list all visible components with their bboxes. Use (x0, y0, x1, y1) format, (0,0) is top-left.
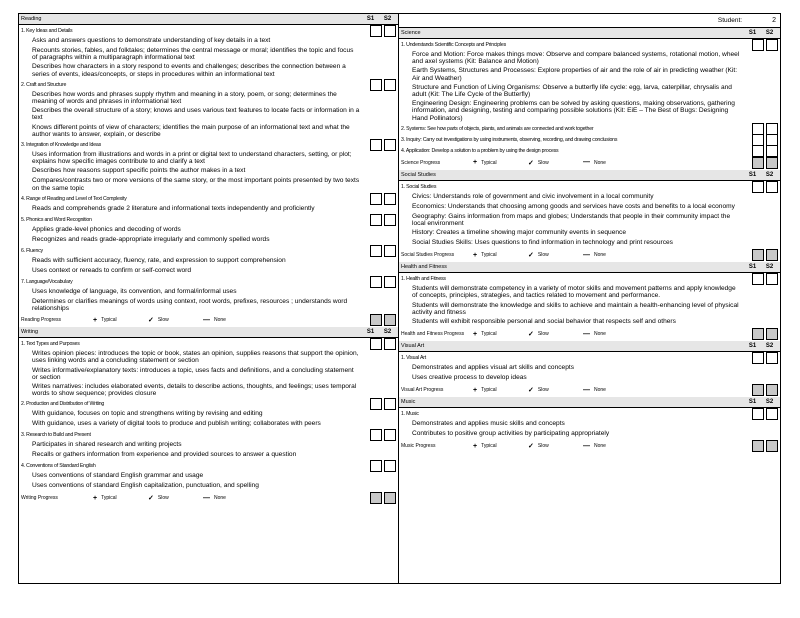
legend-text: Typical (481, 331, 497, 338)
legend-text: Typical (101, 317, 117, 324)
grade-box-s1[interactable] (752, 157, 764, 169)
standard-text: Uses conventions of standard English grammar and usage (32, 472, 204, 480)
section-title: Visual Art (401, 343, 425, 350)
standard-text: Uses knowledge of language, its convention, and formal/informal uses (32, 287, 237, 295)
legend-symbol: + (473, 442, 478, 450)
standard-item (19, 204, 398, 214)
section-header (19, 14, 398, 25)
standard-item (399, 301, 780, 317)
legend-key (583, 252, 638, 259)
col-s2-label: S2 (383, 16, 392, 22)
standard-text: Earth Systems, Structures and Processes: Explore properties of air and the role of air in predicting weather (Kit: Air and Weather) (412, 67, 738, 82)
group-heading: 1. Music (401, 411, 419, 418)
legend-text: None (594, 331, 606, 338)
legend-symbol: — (583, 330, 590, 338)
legend-symbol: — (583, 442, 590, 450)
legend-key (148, 316, 203, 324)
standard-text: Uses context or rereads to confirm or self-correct word (32, 266, 192, 274)
legend-key (583, 159, 638, 166)
grade-box-s2[interactable] (766, 440, 778, 452)
standard-item (399, 202, 780, 212)
standard-item (399, 419, 780, 429)
grade-box-s1[interactable] (752, 440, 764, 452)
standard-item (19, 225, 398, 235)
legend-key (148, 494, 203, 502)
progress-label: Writing Progress (21, 495, 58, 502)
progress-row (399, 248, 780, 262)
legend-symbol: ✓ (148, 495, 154, 503)
standard-text: Force and Motion: Force makes things move: Observe and compare balanced systems, rotational motion, wheel and axel systems (Kit: Balance and Motion) (412, 51, 740, 66)
legend-text: Slow (157, 495, 169, 502)
progress-label: Science Progress (401, 159, 441, 166)
group-heading: 6. Fluency (21, 247, 43, 254)
standard-text: Economics: Understands that choosing among goods and services have costs and benefits to a local economy (412, 202, 735, 210)
legend-text: None (594, 159, 606, 166)
standard-text: Reads with sufficient accuracy, fluency, rate, and expression to support comprehension (32, 256, 286, 264)
col-s2-label: S2 (765, 171, 774, 178)
standard-text: Uses conventions of standard English capitalization, punctuation, and spelling (32, 482, 259, 490)
legend-key (528, 330, 583, 338)
col-s2-label: S2 (765, 30, 774, 36)
reading-section (19, 14, 398, 327)
legend-key (93, 495, 148, 502)
grade-boxes (370, 314, 396, 326)
col-s2-label: S2 (383, 329, 392, 336)
standard-text: Geography: Gains information from maps and globes; Understands that people in their community impact the local environment (412, 212, 731, 228)
col-s1-label: S1 (748, 399, 757, 406)
group-heading: 3. Research to Build and Present (21, 432, 91, 439)
group-heading: 5. Phonics and Word Recognition (21, 216, 92, 223)
legend-text: Typical (481, 252, 497, 259)
standard-item (19, 419, 398, 429)
standard-item (399, 284, 780, 300)
legend-text: Slow (537, 331, 549, 338)
progress-row (399, 327, 780, 341)
grade-box-s2[interactable] (766, 157, 778, 169)
section-header (399, 28, 780, 39)
legend-key (93, 317, 148, 324)
group-heading: 7. Language/Vocabulary (21, 278, 73, 285)
standard-text: With guidance, focuses on topic and strengthens writing by revising and editing (32, 410, 263, 418)
standard-item (19, 166, 398, 176)
standard-text: Describes how reasons support specific points the author makes in a text (32, 167, 246, 175)
standard-group (399, 181, 780, 248)
health-fitness-section (399, 262, 780, 341)
standard-item (19, 366, 398, 382)
progress-label: Health and Fitness Progress (401, 331, 465, 338)
section-title: Writing (21, 329, 39, 336)
legend-key (583, 443, 638, 450)
standard-group (19, 245, 398, 276)
standard-item (19, 62, 398, 78)
group-heading: 2. Production and Distribution of Writing (21, 401, 105, 408)
group-heading: 1. Visual Art (401, 355, 426, 362)
legend-key (528, 386, 583, 394)
standard-item (399, 192, 780, 202)
group-heading: 1. Health and Fitness (401, 276, 446, 283)
standard-item (19, 287, 398, 297)
standard-item (399, 363, 780, 373)
student-label: Student: (717, 17, 743, 24)
standard-item (19, 106, 398, 122)
legend-text: None (594, 443, 606, 450)
standard-text: Uses information from illustrations and words in a print or digital text to understand characters, setting, or plot; explains how specific images contribute to and clarify a text (32, 151, 352, 166)
grade-box-s2[interactable] (766, 384, 778, 396)
standard-group (19, 338, 398, 398)
grade-box-s1[interactable] (752, 328, 764, 340)
standard-text: Compares/contrasts two or more versions of the same story, or the most important points presented by two texts on the same topic (32, 177, 360, 192)
standard-text: Civics: Understands role of government and civic involvement in a local community (412, 192, 654, 200)
standard-text: Describes how characters in a story respond to events and challenges; describes the connection between a series of events, ideas/concepts, or steps in procedures within an informational text (32, 63, 346, 78)
page-number: 2 (772, 17, 776, 24)
legend-symbol: — (203, 316, 210, 324)
standard-group (19, 139, 398, 193)
standard-item (19, 471, 398, 481)
legend-symbol: — (583, 386, 590, 394)
legend-key (473, 331, 528, 338)
legend-text: None (594, 387, 606, 394)
standard-item (399, 373, 780, 383)
standard-item (19, 481, 398, 491)
legend-symbol: + (93, 316, 98, 324)
section-title: Reading (21, 16, 42, 22)
standard-text: Demonstrates and applies visual art skills and concepts (412, 364, 574, 372)
legend-symbol: + (473, 386, 478, 394)
standard-group (19, 214, 398, 245)
standard-text: Students will exhibit responsible personal and social behavior that respects self and others (412, 318, 676, 326)
standard-item (19, 176, 398, 192)
standard-text: Participates in shared research and writing projects (32, 441, 182, 449)
standard-item (399, 50, 780, 66)
col-s1-label: S1 (748, 30, 757, 36)
col-s1-label: S1 (748, 171, 757, 178)
group-heading: 1. Understands Scientific Concepts and Principles (401, 42, 506, 48)
standard-text: Recognizes and reads grade-appropriate irregularly and commonly spelled words (32, 235, 270, 243)
standard-text: Students will demonstrate the knowledge and skills to achieve and maintain a health-enhancing level of physical activity and fitness (412, 301, 739, 316)
col-s2-label: S2 (765, 399, 774, 406)
legend-key (473, 443, 528, 450)
student-header (399, 14, 780, 28)
music-section (399, 397, 780, 453)
standard-group (399, 352, 780, 383)
standard-text: Uses creative process to develop ideas (412, 374, 527, 382)
legend-text: Slow (537, 443, 549, 450)
legend-text: None (214, 317, 226, 324)
legend-text: Typical (481, 159, 497, 166)
group-heading: 4. Range of Reading and Level of Text Complexity (21, 195, 127, 202)
legend-key (528, 251, 583, 259)
section-title: Music (401, 399, 416, 406)
legend-symbol: — (203, 494, 210, 502)
standard-item (19, 349, 398, 365)
standard-group (399, 273, 780, 327)
standard-item (399, 66, 780, 82)
standard-item (19, 450, 398, 460)
group-heading: 1. Key Ideas and Details (21, 28, 73, 34)
col-s1-label: S1 (366, 16, 375, 22)
grade-boxes (752, 157, 778, 169)
legend-symbol: ✓ (528, 159, 534, 167)
standard-text: Structure and Function of Living Organisms: Observe a butterfly life cycle: egg, larva, caterpillar, chrysalis and adult (Kit: The Life Cycle of the Butterfly) (412, 83, 732, 99)
left-column (18, 13, 399, 584)
standard-text: Writes narratives: includes elaborated events, details to describe actions, thoughts, and feelings; uses temporal words to show sequence; provides closure (32, 383, 357, 398)
standard-group (19, 460, 398, 491)
legend-text: Typical (481, 387, 497, 394)
standard-text: With guidance, uses a variety of digital tools to produce and publish writing; collaborates with peers (32, 420, 321, 428)
standard-item (19, 36, 398, 46)
standard-item (19, 440, 398, 450)
col-s1-label: S1 (748, 343, 757, 350)
legend-key (583, 331, 638, 338)
section-header (399, 341, 780, 352)
legend-symbol: — (583, 251, 590, 259)
standard-group (399, 39, 780, 123)
standard-group (19, 429, 398, 460)
standard-text: Contributes to positive group activities by participating appropriately (412, 430, 610, 438)
progress-label: Music Progress (401, 443, 436, 450)
grade-box-s1[interactable] (370, 314, 382, 326)
standard-text: Describes how words and phrases supply rhythm and meaning in a story, poem, or song; determines the meaning of words and phrases in informational text (32, 90, 337, 106)
standard-text: Writes informative/explanatory texts: introduces a topic, uses facts and definitions, and a concluding statement or section (32, 366, 354, 381)
section-header (399, 170, 780, 181)
grade-boxes (752, 440, 778, 452)
standard-item (399, 228, 780, 238)
grade-box-s2[interactable] (384, 492, 396, 504)
standard-group (19, 79, 398, 139)
group-heading: 2. Systems: See how parts of objects, plants, and animals are connected and work together (401, 125, 594, 132)
progress-row (19, 491, 398, 505)
standard-text: Recalls or gathers information from experience and provided sources to answer a question (32, 451, 297, 459)
standard-item (19, 297, 398, 313)
standard-item (19, 256, 398, 266)
legend-text: None (594, 252, 606, 259)
group-heading: 1. Social Studies (401, 183, 437, 190)
standard-group (399, 123, 780, 134)
legend-symbol: + (473, 251, 478, 259)
grade-box-s2[interactable] (766, 328, 778, 340)
grade-boxes (752, 328, 778, 340)
group-heading: 4. Application: Develop a solution to a problem by using the design process (401, 147, 559, 154)
legend-symbol: — (583, 159, 590, 167)
group-heading: 3. Integration of Knowledge and Ideas (21, 142, 101, 149)
section-title: Science (401, 30, 421, 36)
standard-group (19, 398, 398, 429)
grade-box-s1[interactable] (752, 249, 764, 261)
standard-group (19, 276, 398, 313)
col-s2-label: S2 (765, 264, 774, 271)
social-studies-section (399, 170, 780, 262)
section-header (399, 397, 780, 408)
legend-key (528, 442, 583, 450)
section-title: Health and Fitness (401, 264, 447, 271)
group-heading: 4. Conventions of Standard English (21, 463, 96, 470)
science-section (399, 28, 780, 170)
progress-label: Social Studies Progress (401, 252, 455, 259)
standard-text: Engineering Design: Engineering problems can be solved by asking questions, making observations, gathering information, and designing, testing and comparing possible solutions (Kit: EiE – The Best of Bugs: Designing Hand Pollinators) (412, 100, 735, 122)
legend-key (473, 387, 528, 394)
legend-text: None (214, 495, 226, 502)
legend-text: Typical (101, 495, 117, 502)
group-heading: 2. Craft and Structure (21, 81, 67, 88)
standard-item (19, 150, 398, 166)
standard-item (19, 235, 398, 245)
progress-row (399, 439, 780, 453)
standard-text: Recounts stories, fables, and folktales; determines the central message or moral; identifies the topic and focus of paragraphs within a multiparagraph informational text (32, 47, 354, 62)
legend-text: Slow (537, 159, 549, 166)
legend-symbol: ✓ (528, 252, 534, 260)
legend-text: Slow (157, 317, 169, 324)
legend-symbol: + (473, 159, 478, 167)
standard-item (19, 46, 398, 62)
standard-item (399, 99, 780, 123)
legend-text: Slow (537, 387, 549, 394)
standard-text: Asks and answers questions to demonstrate understanding of key details in a text (32, 37, 271, 44)
progress-row (19, 313, 398, 327)
progress-label: Visual Art Progress (401, 387, 444, 394)
grade-box-s2[interactable] (766, 249, 778, 261)
legend-symbol: ✓ (148, 317, 154, 325)
col-s1-label: S1 (366, 329, 375, 336)
col-s1-label: S1 (748, 264, 757, 271)
standard-item (19, 90, 398, 106)
grade-box-s1[interactable] (370, 492, 382, 504)
standard-group (19, 25, 398, 79)
standard-item (399, 83, 780, 99)
standard-text: History: Creates a timeline showing major community events in sequence (412, 229, 627, 237)
visual-art-section (399, 341, 780, 397)
standard-text: Students will demonstrate competency in a variety of motor skills and movement patterns and apply knowledge of concepts, principles, strategies, and tactics related to movement and performance. (412, 285, 736, 300)
group-heading: 3. Inquiry: Carry out investigations by using instruments, observing, recording, and drawing conclusions (401, 136, 618, 143)
standard-text: Reads and comprehends grade 2 literature and informational texts independently and proficiently (32, 204, 315, 212)
standard-item (399, 238, 780, 248)
section-title: Social Studies (401, 171, 436, 178)
legend-key (203, 317, 258, 324)
legend-symbol: ✓ (528, 331, 534, 339)
legend-symbol: ✓ (528, 387, 534, 395)
standard-text: Applies grade-level phonics and decoding of words (32, 225, 181, 233)
col-s2-label: S2 (765, 343, 774, 350)
right-column (399, 13, 781, 584)
writing-section (19, 327, 398, 505)
standard-group (399, 408, 780, 439)
section-header (399, 262, 780, 273)
legend-text: Slow (537, 252, 549, 259)
standard-text: Determines or clarifies meanings of words using context, root words, prefixes, resources ; understands word relationships (32, 297, 348, 313)
legend-key (203, 495, 258, 502)
legend-text: Typical (481, 443, 497, 450)
grade-boxes (370, 492, 396, 504)
standard-text: Describes the overall structure of a story; knows and uses various text features to locate facts or information in a text (32, 107, 360, 122)
legend-key (473, 252, 528, 259)
standard-item (19, 382, 398, 398)
grade-boxes (752, 249, 778, 261)
legend-symbol: + (93, 494, 98, 502)
legend-symbol: + (473, 330, 478, 338)
standard-text: Demonstrates and applies music skills and concepts (412, 420, 565, 428)
progress-row (399, 383, 780, 397)
progress-label: Reading Progress (21, 317, 62, 324)
legend-symbol: ✓ (528, 443, 534, 451)
legend-key (473, 159, 528, 166)
grade-boxes (752, 384, 778, 396)
standard-text: Knows different points of view of characters; identifies the main purpose of an informational text and what the author wants to answer, explain, or describe (32, 123, 350, 138)
standard-item (19, 123, 398, 139)
standard-group (399, 134, 780, 145)
standard-item (399, 212, 780, 228)
section-header (19, 327, 398, 338)
legend-key (528, 159, 583, 167)
standard-item (19, 409, 398, 419)
grade-box-s1[interactable] (752, 384, 764, 396)
standard-item (19, 266, 398, 276)
standard-text: Writes opinion pieces: introduces the topic or book, states an opinion, supplies reasons that support the opinion, uses linking words and a concluding statement or section (32, 350, 359, 365)
legend-key (583, 387, 638, 394)
grade-box-s2[interactable] (384, 314, 396, 326)
standard-item (399, 429, 780, 439)
standard-item (399, 317, 780, 327)
group-heading: 1. Text Types and Purposes (21, 341, 80, 348)
standard-group (399, 145, 780, 156)
standard-text: Social Studies Skills: Uses questions to find information in technology and print resources (412, 239, 673, 247)
standard-group (19, 193, 398, 214)
progress-row (399, 156, 780, 170)
